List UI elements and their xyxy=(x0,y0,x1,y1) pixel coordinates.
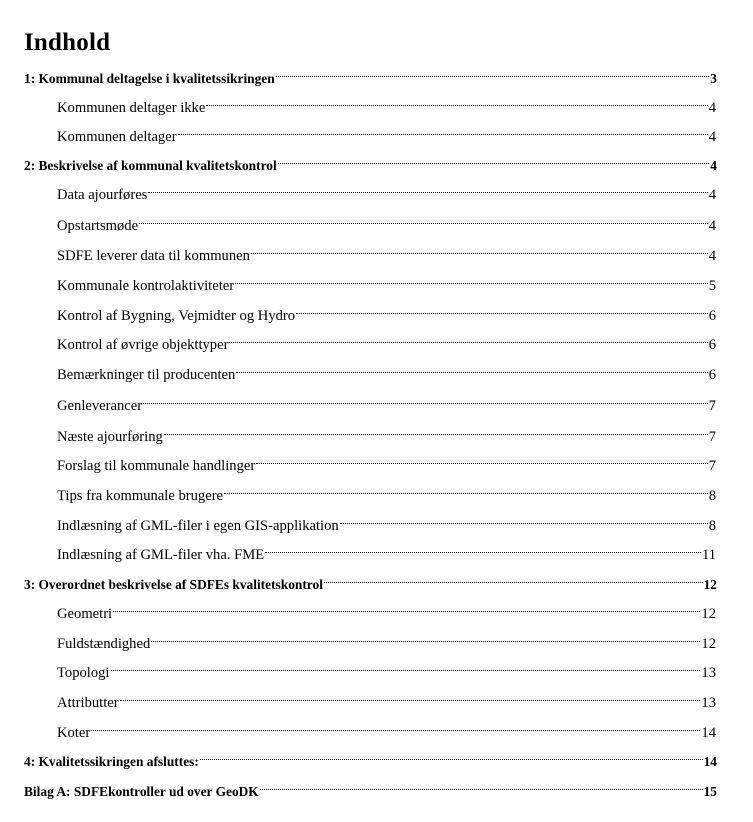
toc-subentry[interactable] xyxy=(57,238,716,264)
toc-page-number: 3 xyxy=(710,71,717,86)
toc-dot-leader xyxy=(151,626,700,648)
toc-subentry[interactable] xyxy=(57,685,716,711)
toc-subentry[interactable] xyxy=(57,177,716,203)
toc-dot-leader xyxy=(235,268,708,290)
toc-page-number: 4 xyxy=(710,158,717,173)
toc-entry-text: Forslag til kommunale handlinger xyxy=(57,458,256,474)
toc-heading-entry[interactable] xyxy=(24,774,717,799)
toc-dot-leader xyxy=(164,419,708,441)
toc-subentry[interactable] xyxy=(57,655,716,681)
toc-dot-leader xyxy=(91,715,700,737)
toc-dot-leader xyxy=(256,448,708,470)
toc-page-number: 12 xyxy=(701,606,716,622)
toc-subentry[interactable] xyxy=(57,626,716,652)
toc-page-number: 8 xyxy=(708,518,716,534)
toc-dot-leader xyxy=(324,567,703,589)
toc-entry-text: Attributter xyxy=(57,695,119,711)
toc-dot-leader xyxy=(236,357,707,379)
toc-entry-text: Topologi xyxy=(57,665,110,681)
toc-entry-text: Tips fra kommunale brugere xyxy=(57,488,224,504)
toc-dot-leader xyxy=(260,774,703,796)
toc-dot-leader xyxy=(251,238,708,260)
toc-subentry[interactable] xyxy=(57,119,716,145)
toc-dot-leader xyxy=(229,327,707,349)
toc-dot-leader xyxy=(139,208,708,230)
toc-dot-leader xyxy=(296,298,708,320)
toc-page-number: 12 xyxy=(701,636,716,652)
toc-page-number: 6 xyxy=(708,308,716,324)
toc-subentry[interactable] xyxy=(57,388,716,414)
toc-page-number: 7 xyxy=(708,458,716,474)
toc-heading-entry[interactable] xyxy=(24,148,717,173)
toc-subentry[interactable] xyxy=(57,208,716,234)
toc-entry-text: Kommunen deltager xyxy=(57,129,177,145)
toc-subentry[interactable] xyxy=(57,715,716,741)
toc-entry-text: Indlæsning af GML-filer vha. FME xyxy=(57,547,265,563)
toc-page-number: 13 xyxy=(701,665,716,681)
toc-entry-text: Geometri xyxy=(57,606,113,622)
toc-entry-text: Kommunale kontrolaktiviteter xyxy=(57,278,235,294)
toc-entry-text: Bilag A: SDFEkontroller ud over GeoDK xyxy=(24,784,259,799)
toc-page-number: 14 xyxy=(703,754,717,769)
toc-page-number: 5 xyxy=(708,278,716,294)
toc-heading-entry[interactable] xyxy=(24,61,717,86)
toc-entry-text: Genleverancer xyxy=(57,398,143,414)
toc-page-number: 4 xyxy=(708,248,716,264)
toc-subentry[interactable] xyxy=(57,596,716,622)
toc-page-number: 12 xyxy=(703,577,717,592)
toc-subentry[interactable] xyxy=(57,508,716,534)
toc-page-number: 4 xyxy=(708,100,716,116)
toc-subentry[interactable] xyxy=(57,478,716,504)
toc-subentry[interactable] xyxy=(57,448,716,474)
toc-dot-leader xyxy=(111,655,701,677)
toc-dot-leader xyxy=(278,148,710,170)
toc-heading-entry[interactable] xyxy=(24,744,717,769)
toc-dot-leader xyxy=(143,388,708,410)
toc-page-number: 13 xyxy=(701,695,716,711)
toc-dot-leader xyxy=(340,508,708,530)
toc-entry-text: Kontrol af øvrige objekttyper xyxy=(57,337,229,353)
toc-heading-entry[interactable] xyxy=(24,567,717,592)
toc-page-number: 4 xyxy=(708,129,716,145)
toc-page-number: 6 xyxy=(708,367,716,383)
toc-page-number: 11 xyxy=(701,547,716,563)
toc-dot-leader xyxy=(113,596,700,618)
toc-entry-text: Kommunen deltager ikke xyxy=(57,100,206,116)
toc-entry-text: Koter xyxy=(57,725,91,741)
toc-page-number: 7 xyxy=(708,429,716,445)
toc-subentry[interactable] xyxy=(57,357,716,383)
toc-dot-leader xyxy=(276,61,710,83)
toc-entry-text: Bemærkninger til producenten xyxy=(57,367,236,383)
toc-subentry[interactable] xyxy=(57,90,716,116)
toc-entry-text: 2: Beskrivelse af kommunal kvalitetskontrol xyxy=(24,158,277,173)
toc-dot-leader xyxy=(206,90,707,112)
toc-subentry[interactable] xyxy=(57,298,716,324)
toc-entry-text: Fuldstændighed xyxy=(57,636,151,652)
toc-page-number: 14 xyxy=(701,725,716,741)
toc-subentry[interactable] xyxy=(57,268,716,294)
toc-entry-text: 3: Overordnet beskrivelse af SDFEs kvalitetskontrol xyxy=(24,577,323,592)
toc-title: Indhold xyxy=(24,29,111,56)
toc-page-number: 7 xyxy=(708,398,716,414)
toc-dot-leader xyxy=(120,685,701,707)
toc-dot-leader xyxy=(265,537,701,559)
toc-dot-leader xyxy=(148,177,707,199)
toc-entry-text: 4: Kvalitetssikringen afsluttes: xyxy=(24,754,199,769)
toc-subentry[interactable] xyxy=(57,327,716,353)
toc-dot-leader xyxy=(178,119,708,141)
toc-page-number: 4 xyxy=(708,218,716,234)
toc-page-number: 8 xyxy=(708,488,716,504)
toc-subentry[interactable] xyxy=(57,537,716,563)
toc-dot-leader xyxy=(224,478,708,500)
toc-entry-text: Opstartsmøde xyxy=(57,218,139,234)
toc-dot-leader xyxy=(200,744,703,766)
toc-page-number: 6 xyxy=(708,337,716,353)
toc-entry-text: Indlæsning af GML-filer i egen GIS-applikation xyxy=(57,518,339,534)
toc-entry-text: Data ajourføres xyxy=(57,187,148,203)
toc-subentry[interactable] xyxy=(57,419,716,445)
toc-entry-text: SDFE leverer data til kommunen xyxy=(57,248,250,264)
toc-page-number: 4 xyxy=(708,187,716,203)
toc-entry-text: Næste ajourføring xyxy=(57,429,163,445)
toc-entry-text: 1: Kommunal deltagelse i kvalitetssikringen xyxy=(24,71,275,86)
toc-entry-text: Kontrol af Bygning, Vejmidter og Hydro xyxy=(57,308,296,324)
toc-page-number: 15 xyxy=(703,784,717,799)
